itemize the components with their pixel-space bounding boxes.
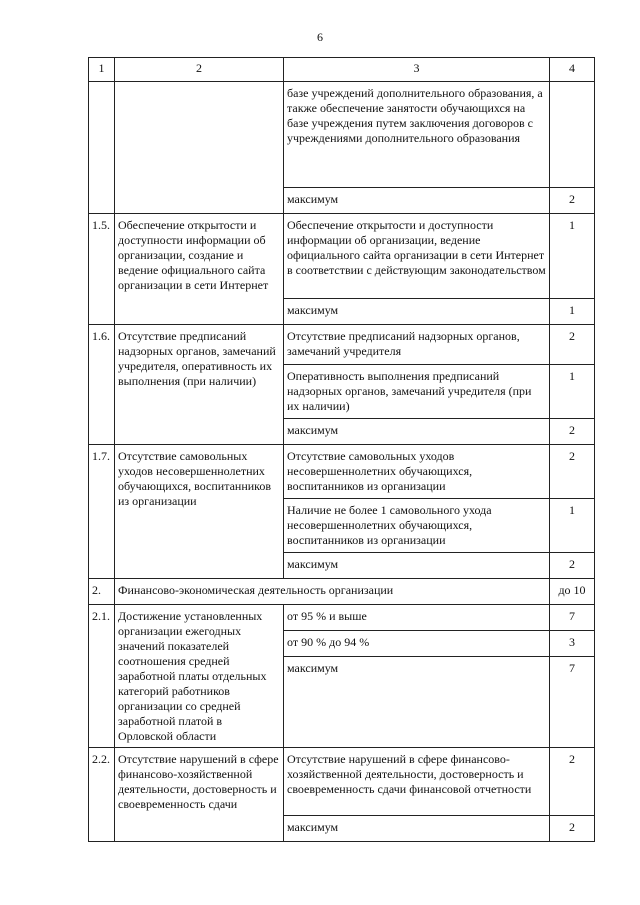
max-label: максимум [284, 299, 550, 325]
max-label: максимум [284, 553, 550, 579]
indicator-text: Обеспечение открытости и доступности информации об организации, создание и ведение официального сайта организации в сети Интернет [118, 218, 269, 292]
header-col-2: 2 [115, 58, 284, 82]
header-col-3: 3 [284, 58, 550, 82]
criterion-cell [284, 748, 550, 816]
score-cell [550, 82, 595, 188]
max-score: 2 [550, 553, 595, 579]
indicator-text: Достижение установленных организации ежегодных значений показателей соотношения средней заработной платы отдельных категорий работников организации со средней заработной платой в Орловской области [118, 609, 267, 743]
indicator-cell [115, 214, 284, 325]
indicator-text: Отсутствие самовольных уходов несовершеннолетних обучающихся, воспитанников из организации [118, 449, 272, 508]
score-cell: 1 [550, 214, 595, 299]
score-cell: 1 [550, 365, 595, 419]
max-score: 2 [550, 419, 595, 445]
criterion-cell [284, 365, 550, 419]
criterion-text: от 90 % до 94 % [287, 635, 370, 650]
indicator-cell [115, 445, 284, 579]
max-label: максимум [284, 657, 550, 748]
max-label: максимум [284, 816, 550, 842]
max-score: 2 [550, 188, 595, 214]
section-row-2 [89, 579, 595, 605]
max-label: максимум [284, 419, 550, 445]
criterion-text: Обеспечение открытости и доступности информации об организации, ведение официального сайта организации в сети Интернет в соответствии с действующим законодательством [287, 218, 546, 277]
criterion-cell [284, 499, 550, 553]
max-score: 7 [550, 657, 595, 748]
table-row-2-2 [89, 748, 595, 816]
indicator-cell [115, 82, 284, 214]
max-label: максимум [284, 188, 550, 214]
table-row-1-7 [89, 445, 595, 499]
indicator-text: Отсутствие предписаний надзорных органов, замечаний учредителя, оперативность их выполнения (при наличии) [118, 329, 276, 388]
criterion-text: Отсутствие самовольных уходов несовершеннолетних обучающихся, воспитанников из организации [287, 449, 473, 493]
score-cell: 7 [550, 605, 595, 631]
num-cell [89, 82, 115, 214]
item-number: 1.7. [89, 445, 115, 579]
criterion-text: Оперативность выполнения предписаний надзорных органов, замечаний учредителя (при их наличии) [287, 369, 532, 413]
table-row-2-1 [89, 605, 595, 631]
indicator-cell [115, 325, 284, 445]
evaluation-criteria-table [88, 57, 595, 842]
item-number: 2.1. [89, 605, 115, 748]
criterion-cell [284, 82, 550, 188]
criterion-cell [284, 214, 550, 299]
header-row [89, 58, 595, 82]
indicator-text: Отсутствие нарушений в сфере финансово-хозяйственной деятельности, достоверность и своевременность сдачи [118, 752, 279, 811]
criterion-text: от 95 % и выше [287, 609, 367, 623]
indicator-cell [115, 605, 284, 748]
item-number: 1.6. [89, 325, 115, 445]
header-col-4: 4 [550, 58, 595, 82]
page-number: 6 [317, 30, 323, 44]
criterion-text: Отсутствие предписаний надзорных органов, замечаний учредителя [287, 329, 520, 358]
criterion-text: Отсутствие нарушений в сфере финансово-хозяйственной деятельности, достоверность и своевременность сдачи финансовой отчетности [287, 752, 532, 796]
score-cell: 2 [550, 445, 595, 499]
criterion-cell [284, 445, 550, 499]
criterion-cell [284, 631, 550, 657]
max-score: 1 [550, 299, 595, 325]
indicator-cell [115, 748, 284, 842]
max-score: 2 [550, 816, 595, 842]
score-cell: 2 [550, 748, 595, 816]
score-cell: 1 [550, 499, 595, 553]
score-cell: 3 [550, 631, 595, 657]
item-number: 2.2. [89, 748, 115, 842]
criterion-text: базе учреждений дополнительного образования, а также обеспечение занятости обучающихся на базе учреждения путем заключения договоров с учреждениями дополнительного образования [287, 86, 543, 145]
section-title: Финансово-экономическая деятельность организации [115, 579, 550, 605]
table-row-1-5 [89, 214, 595, 299]
table-row-continuation [89, 82, 595, 188]
item-number: 1.5. [89, 214, 115, 325]
score-cell: 2 [550, 325, 595, 365]
criterion-cell [284, 605, 550, 631]
criterion-cell [284, 325, 550, 365]
table-row-1-6 [89, 325, 595, 365]
section-number: 2. [89, 579, 115, 605]
header-col-1: 1 [89, 58, 115, 82]
criterion-text: Наличие не более 1 самовольного ухода несовершеннолетних обучающихся, воспитанников из организации [287, 503, 492, 547]
section-score: до 10 [550, 579, 595, 605]
